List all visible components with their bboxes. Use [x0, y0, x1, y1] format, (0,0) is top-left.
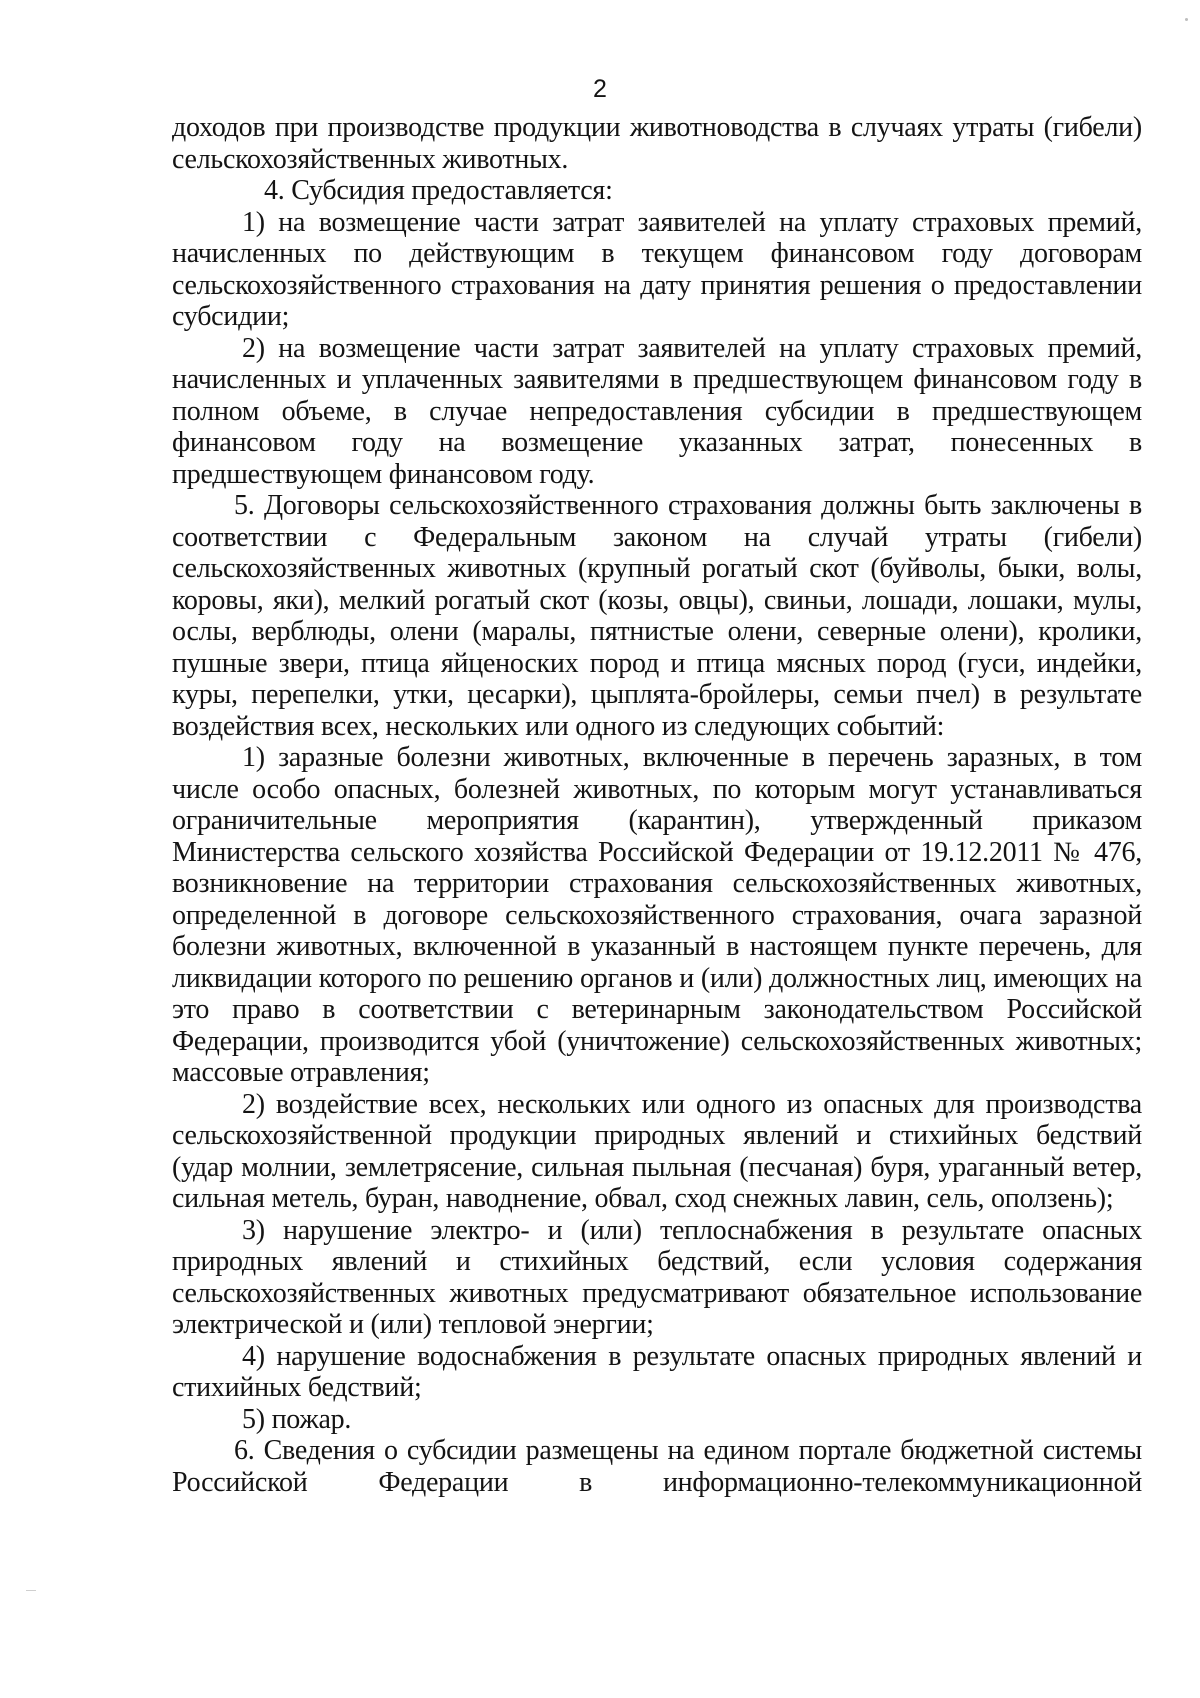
paragraph-item-4-1: 1) на возмещение части затрат заявителей на уплату страховых премий, начисленных по действующим в текущем финансовом году договорам сельскохозяйственного страхования на дату принятия решения о предоставлении субсидии; [172, 206, 1142, 332]
paragraph-item-5-4: 4) нарушение водоснабжения в результате опасных природных явлений и стихийных бедствий; [172, 1340, 1142, 1403]
paragraph-item-5-3: 3) нарушение электро- и (или) теплоснабжения в результате опасных природных явлений и стихийных бедствий, если условия содержания сельскохозяйственных животных предусматривают обязательное использование электрической и (или) тепловой энергии; [172, 1214, 1142, 1340]
paragraph-continuation: доходов при производстве продукции животноводства в случаях утраты (гибели) сельскохозяйственных животных. [172, 112, 1142, 175]
scan-edge-mark [26, 1590, 36, 1591]
scan-corner-mark [1185, 18, 1188, 21]
paragraph-item-5-2: 2) воздействие всех, нескольких или одного из опасных для производства сельскохозяйственной продукции природных явлений и стихийных бедствий (удар молнии, землетрясение, сильная пыльная (песчаная) буря, ураганный ветер, сильная метель, буран, наводнение, обвал, сход снежных лавин, сель, оползень); [172, 1088, 1142, 1214]
page-number: 2 [593, 75, 607, 103]
paragraph-item-5-1: 1) заразные болезни животных, включенные в перечень заразных, в том числе особо опасных, болезней животных, по которым могут устанавливаться ограничительные мероприятия (карантин), утвержденный приказом Министерства сельского хозяйства Российской Федерации от 19.12.2011 № 476, возникновение на территории страхования сельскохозяйственных животных, определенной в договоре сельскохозяйственного страхования, очага заразной болезни животных, включенной в указанный в настоящем пункте перечень, для ликвидации которого по решению органов и (или) должностных лиц, имеющих на это право в соответствии с ветеринарным законодательством Российской Федерации, производится убой (уничтожение) сельскохозяйственных животных; массовые отравления; [172, 742, 1142, 1088]
document-body [172, 112, 1142, 1498]
paragraph-item-4-2: 2) на возмещение части затрат заявителей на уплату страховых премий, начисленных и уплаченных заявителями в предшествующем финансовом году в полном объеме, в случае непредоставления субсидии в предшествующем финансовом году на возмещение указанных затрат, понесенных в предшествующем финансовом году. [172, 332, 1142, 490]
paragraph-item-5: 5. Договоры сельскохозяйственного страхования должны быть заключены в соответствии с Федеральным законом на случай утраты (гибели) сельскохозяйственных животных (крупный рогатый скот (буйволы, быки, волы, коровы, яки), мелкий рогатый скот (козы, овцы), свиньи, лошади, лошаки, мулы, ослы, верблюды, олени (маралы, пятнистые олени, северные олени), кролики, пушные звери, птица яйценоских пород и птица мясных пород (гуси, индейки, куры, перепелки, утки, цесарки), цыплята-бройлеры, семьи пчел) в результате воздействия всех, нескольких или одного из следующих событий: [172, 490, 1142, 742]
paragraph-item-5-5: 5) пожар. [242, 1403, 352, 1435]
paragraph-item-4: 4. Субсидия предоставляется: [264, 175, 613, 206]
paragraph-item-6: 6. Сведения о субсидии размещены на едином портале бюджетной системы Российской Федерации в информационно-телекоммуникационной [172, 1435, 1142, 1498]
